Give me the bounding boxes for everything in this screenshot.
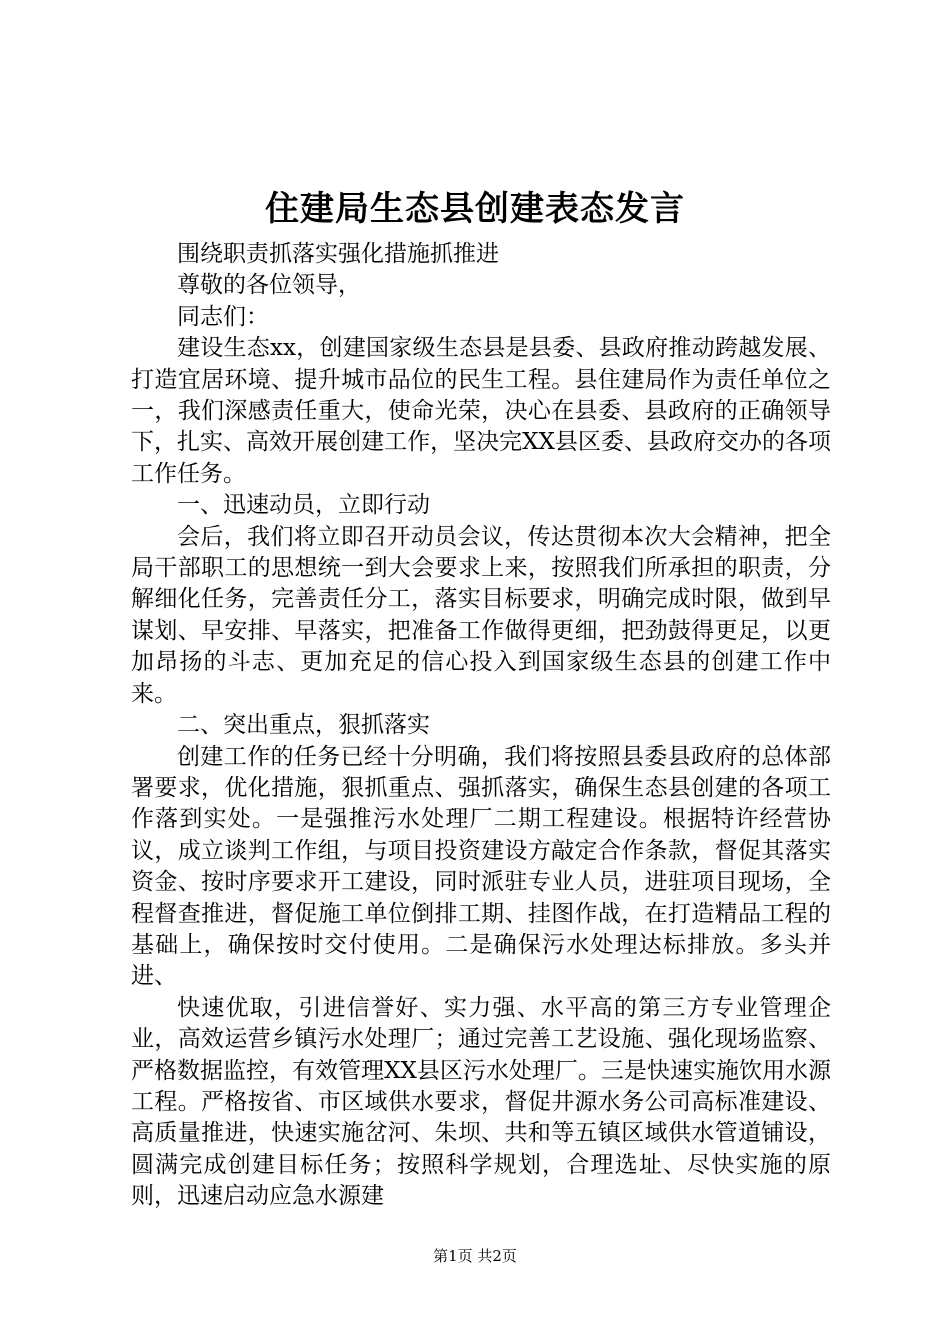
section-heading-2: 二、突出重点，狠抓落实 [177,712,430,739]
paragraph-section-2a: 创建工作的任务已经十分明确，我们将按照县委县政府的总体部署要求，优化措施，狠抓重点、强抓落实，确保生态县创建的各项工作落到实处。一是强推污水处理厂二期工程建设。根据特许经营协议，成立谈判工作组，与项目投资建设方敲定合作条款，督促其落实资金、按时序要求开工建设，同时派驻专业人员，进驻项目现场，全程督查推进，督促施工单位倒排工期、挂图作战，在打造精品工程的基础上，确保按时交付使用。二是确保污水处理达标排放。多头并进、 [131,743,831,990]
paragraph-section-2b: 快速优取，引进信誉好、实力强、水平高的第三方专业管理企业，高效运营乡镇污水处理厂；通过完善工艺设施、强化现场监察、严格数据监控，有效管理XX县区污水处理厂。三是快速实施饮用水源工程。严格按省、市区域供水要求，督促井源水务公司高标准建设、高质量推进，快速实施岔河、朱坝、共和等五镇区域供水管道铺设，圆满完成创建目标任务；按照科学规划，合理选址、尽快实施的原则，迅速启动应急水源建 [131,994,831,1210]
document-title: 住建局生态县创建表态发言 [265,189,685,229]
paragraph-greeting: 同志们： [177,303,269,330]
document-body [131,239,831,1213]
paragraph-intro: 建设生态xx，创建国家级生态县是县委、县政府推动跨越发展、打造宜居环境、提升城市品位的民生工程。县住建局作为责任单位之一，我们深感责任重大，使命光荣，决心在县委、县政府的正确领导下，扎实、高效开展创建工作，坚决完XX县区委、县政府交办的各项工作任务。 [131,335,831,487]
paragraph-salutation: 尊敬的各位领导， [177,272,361,299]
paragraph-section-1: 会后，我们将立即召开动员会议，传达贯彻本次大会精神，把全局干部职工的思想统一到大会要求上来，按照我们所承担的职责，分解细化任务，完善责任分工，落实目标要求，明确完成时限，做到早谋划、早安排、早落实，把准备工作做得更细，把劲鼓得更足，以更加昂扬的斗志、更加充足的信心投入到国家级生态县的创建工作中来。 [131,523,831,707]
page-number-footer: 第1页 共2页 [433,1247,517,1265]
paragraph-subtitle: 围绕职责抓落实强化措施抓推进 [177,241,499,267]
section-heading-1: 一、迅速动员，立即行动 [177,492,430,519]
